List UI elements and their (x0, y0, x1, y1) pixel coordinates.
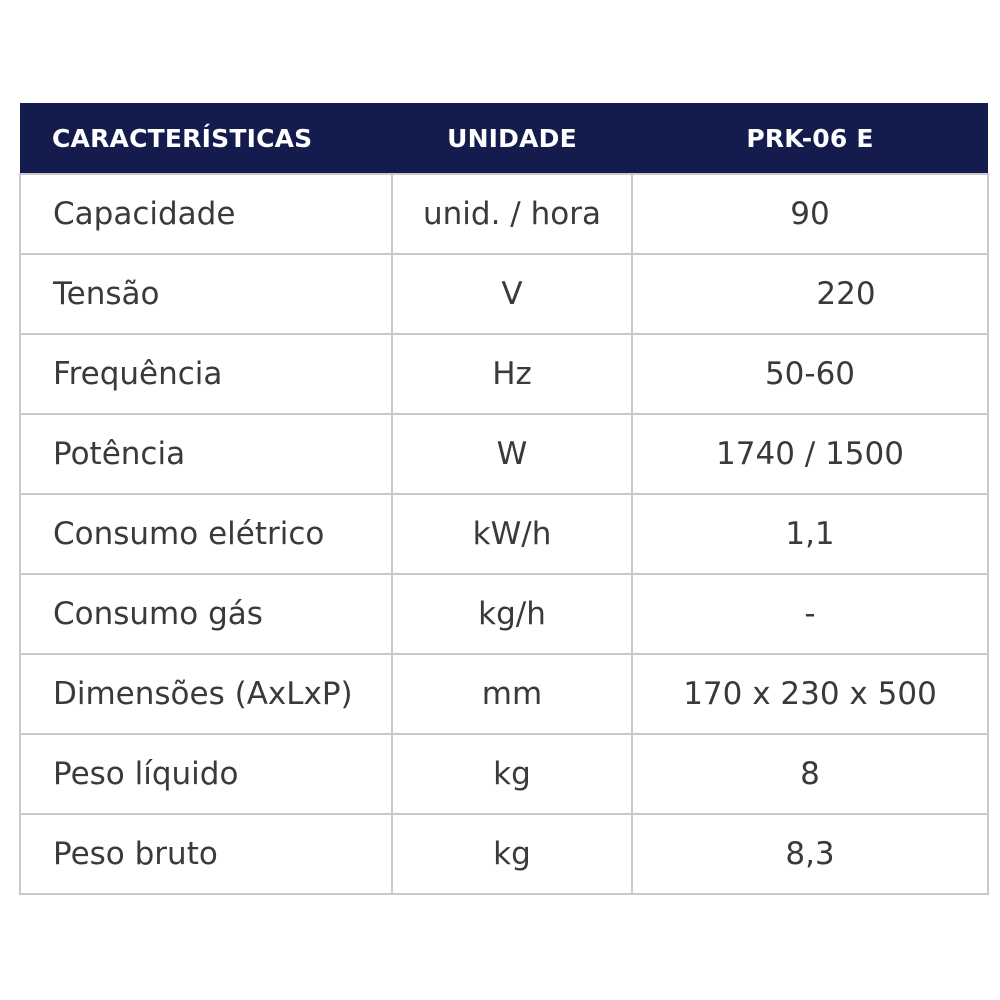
table-body (20, 174, 988, 894)
table-row (20, 174, 988, 254)
table-row (20, 334, 988, 414)
row-label: Frequência (20, 334, 392, 414)
table-row (20, 654, 988, 734)
row-value: 8,3 (632, 814, 988, 894)
row-unit: mm (392, 654, 632, 734)
table-row (20, 814, 988, 894)
table-row (20, 494, 988, 574)
header-caracteristicas: CARACTERÍSTICAS (20, 103, 392, 174)
table-row (20, 574, 988, 654)
row-label: Potência (20, 414, 392, 494)
row-unit: unid. / hora (392, 174, 632, 254)
row-unit: V (392, 254, 632, 334)
row-value: 170 x 230 x 500 (632, 654, 988, 734)
row-label: Consumo elétrico (20, 494, 392, 574)
row-label: Peso líquido (20, 734, 392, 814)
row-label: Peso bruto (20, 814, 392, 894)
row-value: 8 (632, 734, 988, 814)
row-value: 1,1 (632, 494, 988, 574)
row-unit: W (392, 414, 632, 494)
row-value: 1740 / 1500 (632, 414, 988, 494)
header-unidade: UNIDADE (392, 103, 632, 174)
table-header (20, 103, 988, 174)
row-unit: kg/h (392, 574, 632, 654)
row-unit: Hz (392, 334, 632, 414)
row-label: Capacidade (20, 174, 392, 254)
table-row (20, 254, 988, 334)
header-model: PRK-06 E (632, 103, 988, 174)
header-row (20, 103, 988, 174)
table-row (20, 734, 988, 814)
table-row (20, 414, 988, 494)
row-label: Tensão (20, 254, 392, 334)
spec-table (19, 103, 989, 895)
row-unit: kg (392, 734, 632, 814)
row-unit: kW/h (392, 494, 632, 574)
row-label: Consumo gás (20, 574, 392, 654)
row-unit: kg (392, 814, 632, 894)
row-value: 90 (632, 174, 988, 254)
row-value: - (632, 574, 988, 654)
row-value: 50-60 (632, 334, 988, 414)
row-value: 220 (632, 254, 988, 334)
row-label: Dimensões (AxLxP) (20, 654, 392, 734)
